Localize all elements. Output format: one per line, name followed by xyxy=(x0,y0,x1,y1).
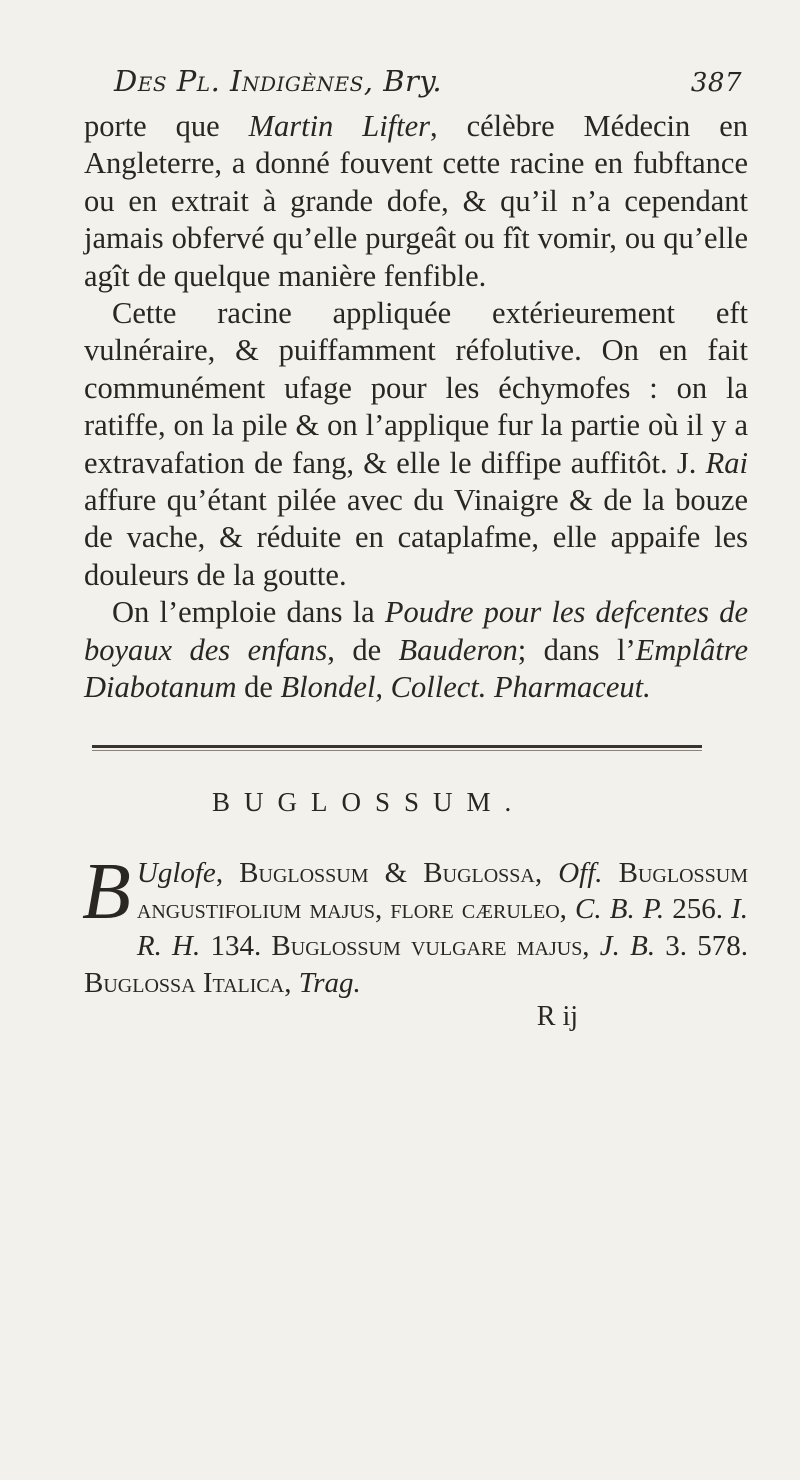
entry-headword: Uglofe xyxy=(136,856,216,889)
paragraph-external-use xyxy=(84,295,748,594)
text-run: Buglossum angustifolium majus, flore cæruleo, xyxy=(136,856,748,926)
text-run: de xyxy=(236,670,281,705)
person-name: Rai xyxy=(705,445,748,480)
paragraph-lister xyxy=(84,108,748,295)
text-run: Cette racine appliquée extérieurement eft vulnéraire, & puiffamment réfolutive. On en fait communément ufage pour les échymofes : on la ratiffe, on la pile & on l’applique fur la partie où il y a extravafation de fang, & elle le diffipe auffitôt. J. xyxy=(84,296,748,480)
reference: Blondel, Collect. Pharmaceut. xyxy=(280,670,651,705)
running-head xyxy=(84,64,748,106)
text-run: ; dans l’ xyxy=(517,632,636,667)
paragraph-preparations xyxy=(84,594,748,706)
reference: C. B. P. xyxy=(575,893,665,926)
section-title: BUGLOSSUM. xyxy=(212,786,526,817)
signature-mark: R ij xyxy=(536,1000,578,1032)
text-run: 3. 578. Buglossa Italica, xyxy=(84,930,748,999)
person-name: Martin Lifter xyxy=(248,109,431,143)
reference: J. B. xyxy=(599,930,656,963)
text-run: On l’emploie dans la xyxy=(112,595,385,630)
running-title-suffix: , Bry. xyxy=(363,64,443,98)
body-text xyxy=(84,108,748,707)
text-run: affure qu’étant pilée avec du Vinaigre & de la bouze de vache, & réduite en cataplafme, elle appaife les douleurs de la goutte. xyxy=(84,483,748,592)
preparation-name: Poudre pour les defcentes de boyaux des enfans xyxy=(84,595,748,667)
reference: I. R. H. xyxy=(136,893,748,963)
text-run: , Buglossum & Buglossa, xyxy=(215,856,559,889)
text-run: porte que xyxy=(84,109,249,143)
text-run: , de xyxy=(327,632,399,667)
running-title xyxy=(114,64,442,98)
drop-cap: B xyxy=(82,847,131,936)
synonymy-entry xyxy=(82,847,748,1002)
running-title-main: Des Pl. Indigènes xyxy=(114,64,364,98)
reference: Off. xyxy=(558,856,603,889)
text-run: 134. Buglossum vulgare majus, xyxy=(200,930,600,963)
preparation-name: Emplâtre Diabotanum xyxy=(84,632,748,705)
text-run: , célèbre Médecin en Angleterre, a donné fouvent cette racine en fubftance ou en extrait à grande dofe, & qu’il n’a cependant jamais obfervé qu’elle purgeât ou fît vomir, ou qu’elle agît de quelque manière fenfible. xyxy=(84,109,748,293)
text-run: 256. xyxy=(664,893,732,926)
page-number: 387 xyxy=(690,68,742,98)
reference: Trag. xyxy=(298,966,361,999)
section-divider xyxy=(92,745,702,751)
person-name: Bauderon xyxy=(398,632,518,667)
